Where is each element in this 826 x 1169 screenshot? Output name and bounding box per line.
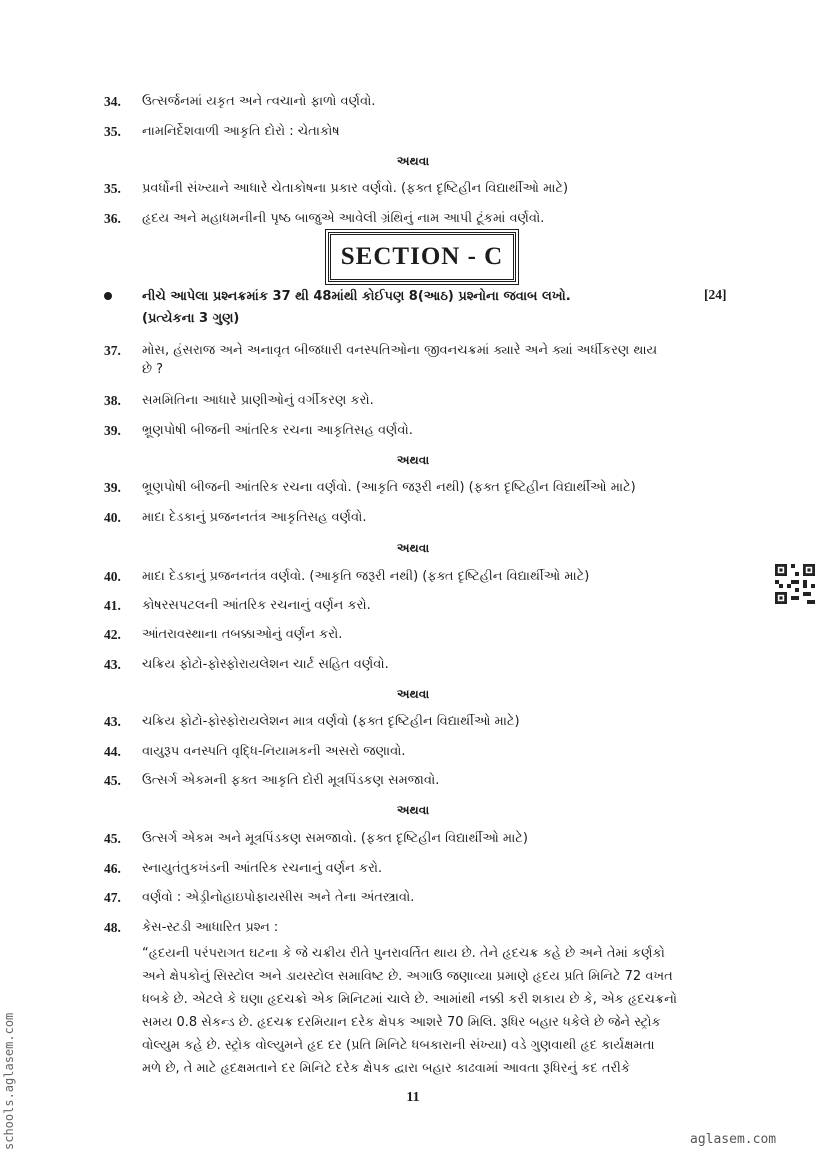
question-text: ઉત્સર્ગ એકમ અને મૂત્રપિંડકણ સમજાવો. (ફક્ત દૃષ્ટિહીન વિદ્યાર્થીઓ માટે): [142, 831, 528, 846]
question-number: 40.: [104, 510, 121, 525]
question-number: 43.: [104, 657, 121, 672]
question-number: 44.: [104, 744, 121, 759]
question-text: સ્નાયુતંતુકખંડની આંતરિક રચનાનું વર્ણન કરો.: [142, 861, 383, 876]
question-text: ચક્રિય ફોટો-ફોસ્ફોરાયલેશન માત્ર વર્ણવો (ફક્ત દૃષ્ટિહીન વિદ્યાર્થીઓ માટે): [142, 714, 520, 729]
or-separator: અથવા: [396, 541, 430, 555]
or-separator: અથવા: [396, 453, 430, 467]
question-number: 47.: [104, 890, 121, 905]
question-number: 35.: [104, 181, 121, 196]
question-number: 43.: [104, 714, 121, 729]
case-study-line: “હૃદયની પરંપરાગત ઘટના કે જે ચક્રીય રીતે પુનરાવર્તિત થાય છે. તેને હૃદચક્ર કહે છે અને તેમાં કર્ણકો: [142, 946, 665, 961]
question-text: માદા દેડકાનું પ્રજનનતંત્ર આકૃતિસહ વર્ણવો.: [142, 510, 367, 525]
question-text: આંતરાવસ્થાના તબક્કાઓનું વર્ણન કરો.: [142, 627, 343, 642]
case-study-line: મળે છે, તે માટે હૃદક્ષમતાને દર મિનિટે દરેક ક્ષેપક દ્વારા બહાર કાઢવામાં આવતા રૂધિરનું કદ તરીકે: [142, 1061, 631, 1076]
question-text: ચક્રિય ફોટો-ફોસ્ફોરાયલેશન ચાર્ટ સહિત વર્ણવો.: [142, 657, 389, 672]
question-text: મોસ, હંસરાજ અને અનાવૃત બીજધારી વનસ્પતિઓના જીવનચક્રમાં ક્યારે અને ક્યાં અર્ધીકરણ થાય: [142, 343, 658, 358]
question-number: 45.: [104, 773, 121, 788]
question-text: કોષરસપટલની આંતરિક રચનાનું વર્ણન કરો.: [142, 598, 371, 613]
case-study-line: અને ક્ષેપકોનું સિસ્ટોલ અને ડાયસ્ટોલ સમાવિષ્ટ છે. અગાઉ જણાવ્યા પ્રમાણે હૃદય પ્રતિ મિનિટે 72 વખત: [142, 969, 673, 984]
or-separator: અથવા: [396, 803, 430, 817]
question-number: 36.: [104, 211, 121, 226]
question-text: ઉત્સર્ગ એકમની ફક્ત આકૃતિ દોરી મૂત્રપિંડકણ સમજાવો.: [142, 773, 440, 788]
instruction-line2: (પ્રત્યેકના 3 ગુણ): [142, 311, 240, 326]
question-number: 41.: [104, 598, 121, 613]
question-number: 46.: [104, 861, 121, 876]
question-number: 42.: [104, 627, 121, 642]
bullet-icon: [104, 292, 112, 300]
question-number: 35.: [104, 124, 121, 139]
question-text: માદા દેડકાનું પ્રજનનતંત્ર વર્ણવો. (આકૃતિ જરૂરી નથી) (ફક્ત દૃષ્ટિહીન વિદ્યાર્થીઓ માટે): [142, 569, 590, 584]
question-text: ભ્રૂણપોષી બીજની આંતરિક રચના વર્ણવો. (આકૃતિ જરૂરી નથી) (ફક્ત દૃષ્ટિહીન વિદ્યાર્થીઓ માટે): [142, 480, 636, 495]
watermark-left: schools.aglasem.com: [2, 1012, 16, 1150]
question-number: 48.: [104, 920, 121, 935]
question-text: વર્ણવો : એડ્રીનોહાઇપોફાયસીસ અને તેના અંતસ્ત્રાવો.: [142, 890, 415, 905]
qr-code-icon: [775, 563, 815, 605]
question-text: સમમિતિના આધારે પ્રાણીઓનું વર્ગીકરણ કરો.: [142, 393, 374, 408]
question-text: પ્રવર્ધોની સંખ્યાને આધારે ચેતાકોષના પ્રકાર વર્ણવો. (ફક્ત દૃષ્ટિહીન વિદ્યાર્થીઓ માટે): [142, 181, 569, 196]
marks-total: [24]: [704, 287, 727, 302]
question-text: વાયુરૂપ વનસ્પતિ વૃદ્ધિ-નિયામકની અસરો જણાવો.: [142, 744, 406, 759]
question-number: 40.: [104, 569, 121, 584]
case-study-line: ધબકે છે. એટલે કે ઘણા હૃદચક્રો એક મિનિટમાં ચાલે છે. આમાંથી નક્કી કરી શકાય છે કે, એક હૃદચક્રનો: [142, 992, 678, 1007]
instruction-line1: નીચે આપેલા પ્રશ્નક્રમાંક 37 થી 48માંથી કોઈપણ 8(આઠ) પ્રશ્નોના જવાબ લખો.: [142, 289, 571, 304]
question-text: ઉત્સર્જનમાં યકૃત અને ત્વચાનો ફાળો વર્ણવો.: [142, 94, 376, 109]
question-text: કેસ-સ્ટડી આધારિત પ્રશ્ન :: [142, 920, 279, 935]
question-text-cont: છે ?: [142, 362, 164, 377]
question-number: 39.: [104, 423, 121, 438]
question-text: હૃદય અને મહાધમનીની પૃષ્ઠ બાજુએ આવેલી ગ્રંથિનું નામ આપી ટૂંકમાં વર્ણવો.: [142, 211, 545, 226]
question-text: નામનિર્દેશવાળી આકૃતિ દોરો : ચેતાકોષ: [142, 124, 340, 139]
question-text: ભ્રૂણપોષી બીજની આંતરિક રચના આકૃતિસહ વર્ણવો.: [142, 423, 413, 438]
question-number: 38.: [104, 393, 121, 408]
or-separator: અથવા: [396, 687, 430, 701]
case-study-line: સમય 0.8 સેકન્ડ છે. હૃદચક્ર દરમિયાન દરેક ક્ષેપક આશરે 70 મિલિ. રૂધિર બહાર ધકેલે છે જેને સ્ટ્રોક: [142, 1015, 661, 1030]
question-number: 34.: [104, 94, 121, 109]
watermark-right: aglasem.com: [690, 1132, 777, 1147]
case-study-paragraph: [142, 942, 742, 1080]
section-heading: SECTION - C: [328, 232, 516, 282]
question-number: 45.: [104, 831, 121, 846]
page-number: 11: [406, 1090, 420, 1105]
question-number: 37.: [104, 343, 121, 358]
case-study-line: વોલ્યુમ કહે છે. સ્ટ્રોક વોલ્યુમને હૃદ દર (પ્રતિ મિનિટે ધબકારાની સંખ્યા) વડે ગુણવાથી હૃદ કાર્યક્ષમતા: [142, 1038, 655, 1053]
or-separator: અથવા: [396, 154, 430, 168]
question-number: 39.: [104, 480, 121, 495]
